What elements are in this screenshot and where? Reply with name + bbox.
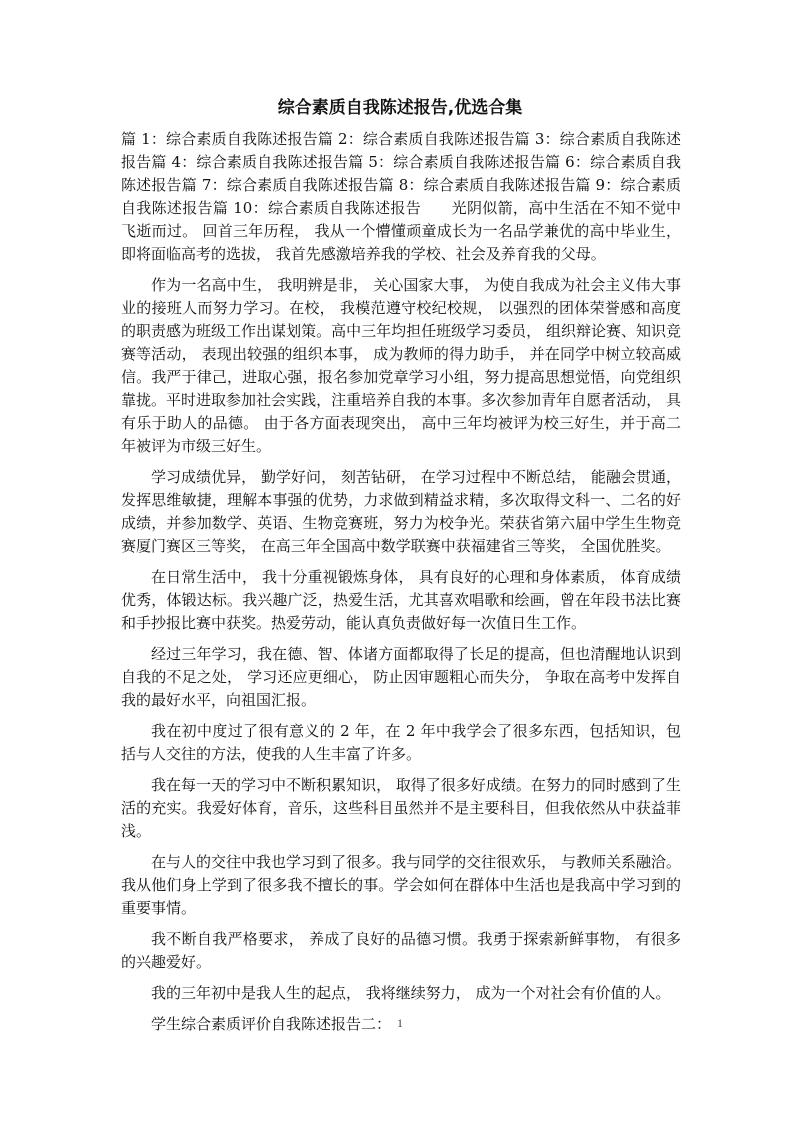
paragraph-middle-school: 我在初中度过了很有意义的 2 年，在 2 年中我学会了很多东西，包括知识，包括与人交往的方法，使我的人生丰富了许多。 <box>121 722 681 763</box>
paragraph-social: 在与人的交往中我也学习到了很多。我与同学的交往很欢乐， 与教师关系融洽。我从他们身上学到了很多我不擅长的事。学会如何在群体中生活也是我高中学习到的重要事情。 <box>121 853 681 917</box>
paragraph-intro: 篇 1：综合素质自我陈述报告篇 2：综合素质自我陈述报告篇 3：综合素质自我陈述报告篇 4：综合素质自我陈述报告篇 5：综合素质自我陈述报告篇 6：综合素质自我陈述报告篇 7：综合素质自我陈述报告篇 8：综合素质自我陈述报告篇 9：综合素质自我陈述报告篇 10：综合素质自我陈述报告 光阴似箭，高中生活在不知不觉中飞逝而过。 回首三年历程， 我从一个懵懂顽童成长为一名品学兼优的高中毕业生， 即将面临高考的选拔， 我首先感激培养我的学校、社会及养育我的父母。 <box>121 130 681 263</box>
paragraph-study: 学习成绩优异， 勤学好问， 刻苦钻研， 在学习过程中不断总结， 能融会贯通，发挥思维敏捷，理解本事强的优势，力求做到精益求精，多次取得文科一、二名的好成绩，并参加数学、英语、生物竞赛班，努力为校争光。荣获省第六届中学生生物竞赛厦门赛区三等奖， 在高三年全国高中数学联赛中获福建省三等奖， 全国优胜奖。 <box>121 468 681 555</box>
paragraph-learning: 我在每一天的学习中不断积累知识， 取得了很多好成绩。在努力的同时感到了生活的充实。我爱好体育，音乐，这些科目虽然并不是主要科目，但我依然从中获益菲浅。 <box>121 776 681 840</box>
page-number: 1 <box>397 1016 403 1030</box>
paragraph-discipline: 我不断自我严格要求， 养成了良好的品德习惯。我勇于探索新鲜事物， 有很多的兴趣爱好。 <box>121 930 681 971</box>
paragraph-conclusion: 我的三年初中是我人生的起点， 我将继续努力， 成为一个对社会有价值的人。 <box>151 984 671 1002</box>
document-title: 综合素质自我陈述报告,优选合集 <box>277 98 523 118</box>
paragraph-daily-life: 在日常生活中， 我十分重视锻炼身体， 具有良好的心理和身体素质， 体育成绩优秀，体锻达标。我兴趣广泛，热爱生活，尤其喜欢唱歌和绘画，曾在年段书法比赛和手抄报比赛中获奖。热爱劳动，能认真负责做好每一次值日生工作。 <box>121 568 681 632</box>
paragraph-reflection: 经过三年学习，我在德、智、体诸方面都取得了长足的提高，但也清醒地认识到自我的不足之处， 学习还应更细心， 防止因审题粗心而失分， 争取在高考中发挥自我的最好水平，向祖国汇报。 <box>121 645 681 709</box>
paragraph-conduct: 作为一名高中生， 我明辨是非， 关心国家大事， 为使自我成为社会主义伟大事业的接班人而努力学习。在校， 我模范遵守校纪校规， 以强烈的团体荣誉感和高度的职责感为班级工作出谋划策。高中三年均担任班级学习委员， 组织辩论赛、知识竞赛等活动， 表现出较强的组织本事， 成为教师的得力助手， 并在同学中树立较高威信。我严于律己，进取心强，报名参加党章学习小组，努力提高思想觉悟，向党组织靠拢。平时进取参加社会实践，注重培养自我的本事。多次参加青年自愿者活动， 具有乐于助人的品德。 由于各方面表现突出， 高中三年均被评为校三好生，并于高二年被评为市级三好生。 <box>121 276 681 455</box>
document-body <box>121 128 681 1044</box>
paragraph-report-two-heading: 学生综合素质评价自我陈述报告二： <box>151 1015 392 1033</box>
